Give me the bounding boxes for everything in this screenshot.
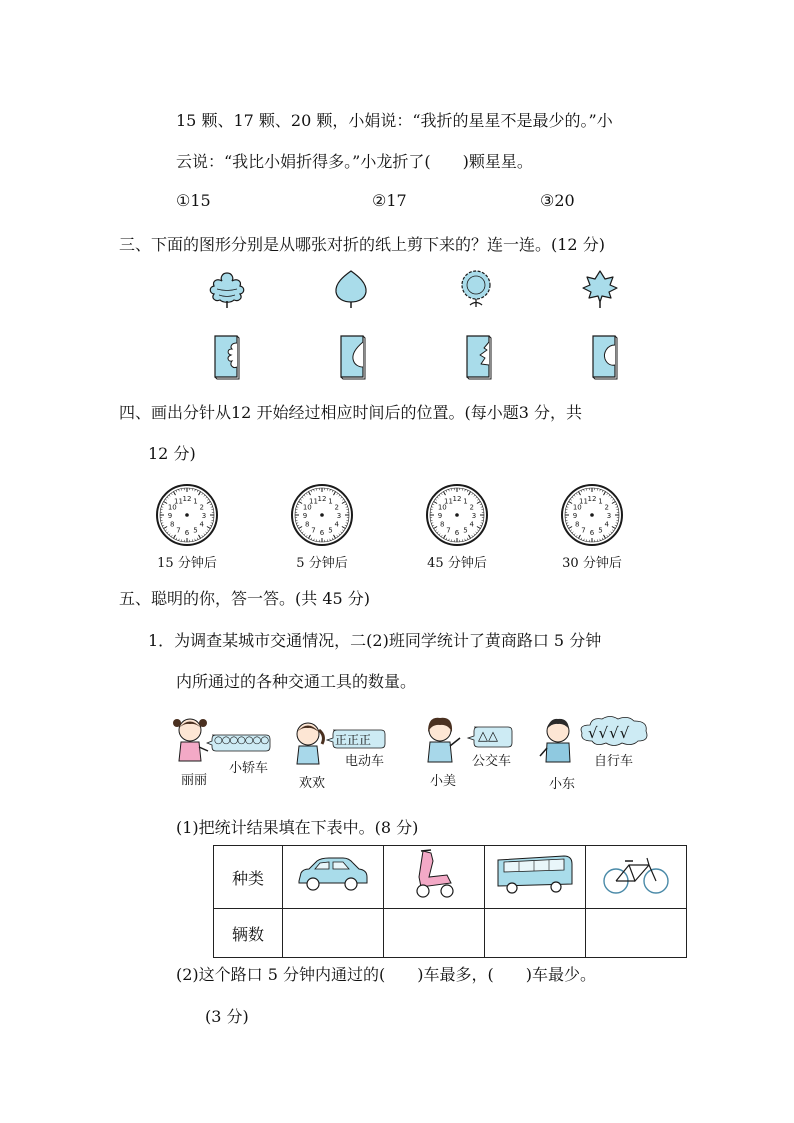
boy-xiaodong-icon <box>538 714 582 770</box>
section4-title-line1: 四、画出分针从12 开始经过相应时间后的位置。(每小题3 分，共 <box>119 403 582 422</box>
clock-number: 5 <box>193 526 198 535</box>
tally-lili: ○○○○○○○ <box>214 735 269 746</box>
clock-number: 12 <box>452 495 462 503</box>
clock-number: 6 <box>589 529 595 537</box>
kid-name-lili: 丽丽 <box>181 773 208 788</box>
clock-number: 7 <box>581 526 586 535</box>
bicycle-icon <box>601 853 671 897</box>
clock-label-1: 15 分钟后 <box>157 556 217 571</box>
table-row-counts <box>214 909 687 958</box>
clock-number: 11 <box>444 497 453 506</box>
q2-option-2: ②17 <box>372 191 407 210</box>
clock-face-3[interactable] <box>425 482 489 548</box>
clock-number: 1 <box>463 497 468 506</box>
clock-number: 5 <box>598 526 603 535</box>
clock-number: 7 <box>176 526 181 535</box>
clock-number: 3 <box>606 512 612 520</box>
tally-table <box>213 845 687 958</box>
folded-paper-heart-icon <box>337 333 367 381</box>
clock-center <box>320 513 324 517</box>
clock-number: 4 <box>199 520 204 529</box>
clock-number: 3 <box>336 512 342 520</box>
table-cell-bicycle <box>586 846 687 909</box>
clock-number: 8 <box>440 520 445 529</box>
heart-leaf-icon <box>332 268 370 310</box>
section3-title: 三、下面的图形分别是从哪张对折的纸上剪下来的？连一连。(12 分) <box>119 235 605 254</box>
vehicle-label-xiaodong: 自行车 <box>594 754 634 769</box>
count-input-scooter[interactable] <box>384 909 485 958</box>
clock-number: 12 <box>182 495 192 503</box>
flower-icon <box>456 267 496 309</box>
q2-text-line2: 云说：“我比小娟折得多。”小龙折了( )颗星星。 <box>176 152 533 171</box>
q2-option-1: ①15 <box>176 191 211 210</box>
kid-name-huanhuan: 欢欢 <box>299 776 326 791</box>
part1-text: (1)把统计结果填在下表中。(8 分) <box>176 818 419 837</box>
clock-number: 1 <box>328 497 333 506</box>
kid-name-xiaomei: 小美 <box>430 774 457 789</box>
vehicle-label-lili: 小轿车 <box>229 761 269 776</box>
clock-number: 3 <box>471 512 477 520</box>
vehicle-label-huanhuan: 电动车 <box>345 754 385 769</box>
tally-xiaodong: √√√√ <box>588 724 631 742</box>
clock-number: 6 <box>454 529 460 537</box>
folded-paper-leaf-icon <box>463 333 493 381</box>
clock-number: 11 <box>174 497 183 506</box>
clock-number: 12 <box>587 495 597 503</box>
count-input-bicycle[interactable] <box>586 909 687 958</box>
clock-number: 7 <box>446 526 451 535</box>
clock-number: 9 <box>572 512 578 520</box>
clock-number: 7 <box>311 526 316 535</box>
clock-number: 2 <box>334 503 339 512</box>
clock-number: 5 <box>463 526 468 535</box>
table-header-count: 辆数 <box>214 909 283 958</box>
clock-number: 4 <box>334 520 339 529</box>
clock-number: 9 <box>302 512 308 520</box>
section5-title: 五、聪明的你，答一答。(共 45 分) <box>119 589 371 608</box>
girl-lili-icon <box>170 715 210 767</box>
clock-number: 6 <box>184 529 190 537</box>
clock-number: 11 <box>309 497 318 506</box>
table-row-types <box>214 846 687 909</box>
clock-number: 1 <box>193 497 198 506</box>
clock-number: 8 <box>575 520 580 529</box>
bus-icon <box>494 852 576 898</box>
clock-face-1[interactable] <box>155 482 219 548</box>
clock-center <box>590 513 594 517</box>
girl-huanhuan-icon <box>288 718 328 770</box>
clock-label-3: 45 分钟后 <box>427 556 487 571</box>
clock-center <box>455 513 459 517</box>
clock-number: 2 <box>469 503 474 512</box>
section4-title-line2: 12 分) <box>148 444 196 463</box>
maple-leaf-icon <box>580 268 620 310</box>
clock-number: 1 <box>598 497 603 506</box>
q2-option-3: ③20 <box>540 191 575 210</box>
clock-number: 4 <box>604 520 609 529</box>
vehicle-label-xiaomei: 公交车 <box>472 754 512 769</box>
q1-text-line1: 1．为调查某城市交通情况，二(2)班同学统计了黄商路口 5 分钟 <box>148 631 602 650</box>
table-header-type: 种类 <box>214 846 283 909</box>
clock-label-2: 5 分钟后 <box>296 556 348 571</box>
folded-paper-round-icon <box>589 333 619 381</box>
table-cell-scooter <box>384 846 485 909</box>
clock-number: 2 <box>199 503 204 512</box>
clock-number: 3 <box>201 512 207 520</box>
clock-number: 5 <box>328 526 333 535</box>
count-input-bus[interactable] <box>485 909 586 958</box>
leaf-cluster-icon <box>206 270 248 310</box>
car-icon <box>293 855 373 895</box>
clock-face-2[interactable] <box>290 482 354 548</box>
clock-label-4: 30 分钟后 <box>562 556 622 571</box>
tally-huanhuan: 正正正 <box>335 733 372 747</box>
kid-name-xiaodong: 小东 <box>549 777 576 792</box>
clock-number: 8 <box>305 520 310 529</box>
part2-text-line2: (3 分) <box>205 1007 249 1026</box>
clock-number: 2 <box>604 503 609 512</box>
clock-number: 8 <box>170 520 175 529</box>
scooter-icon <box>409 847 459 903</box>
clock-number: 6 <box>319 529 325 537</box>
table-cell-car <box>283 846 384 909</box>
girl-xiaomei-icon <box>420 714 464 768</box>
count-input-car[interactable] <box>283 909 384 958</box>
clock-number: 10 <box>167 503 177 512</box>
clock-number: 10 <box>302 503 312 512</box>
clock-number: 10 <box>437 503 447 512</box>
clock-number: 10 <box>572 503 582 512</box>
clock-number: 9 <box>167 512 173 520</box>
folded-paper-flower-icon <box>211 333 241 381</box>
part2-text-line1: (2)这个路口 5 分钟内通过的( )车最多，( )车最少。 <box>176 965 596 984</box>
clock-center <box>185 513 189 517</box>
q2-text-line1: 15 颗、17 颗、20 颗，小娟说：“我折的星星不是最少的。”小 <box>176 111 613 130</box>
clock-number: 9 <box>437 512 443 520</box>
clock-number: 11 <box>579 497 588 506</box>
clock-face-4[interactable] <box>560 482 624 548</box>
clock-number: 4 <box>469 520 474 529</box>
q1-text-line2: 内所通过的各种交通工具的数量。 <box>176 672 417 691</box>
table-cell-bus <box>485 846 586 909</box>
clock-number: 12 <box>317 495 327 503</box>
tally-xiaomei: △△ <box>478 729 498 744</box>
